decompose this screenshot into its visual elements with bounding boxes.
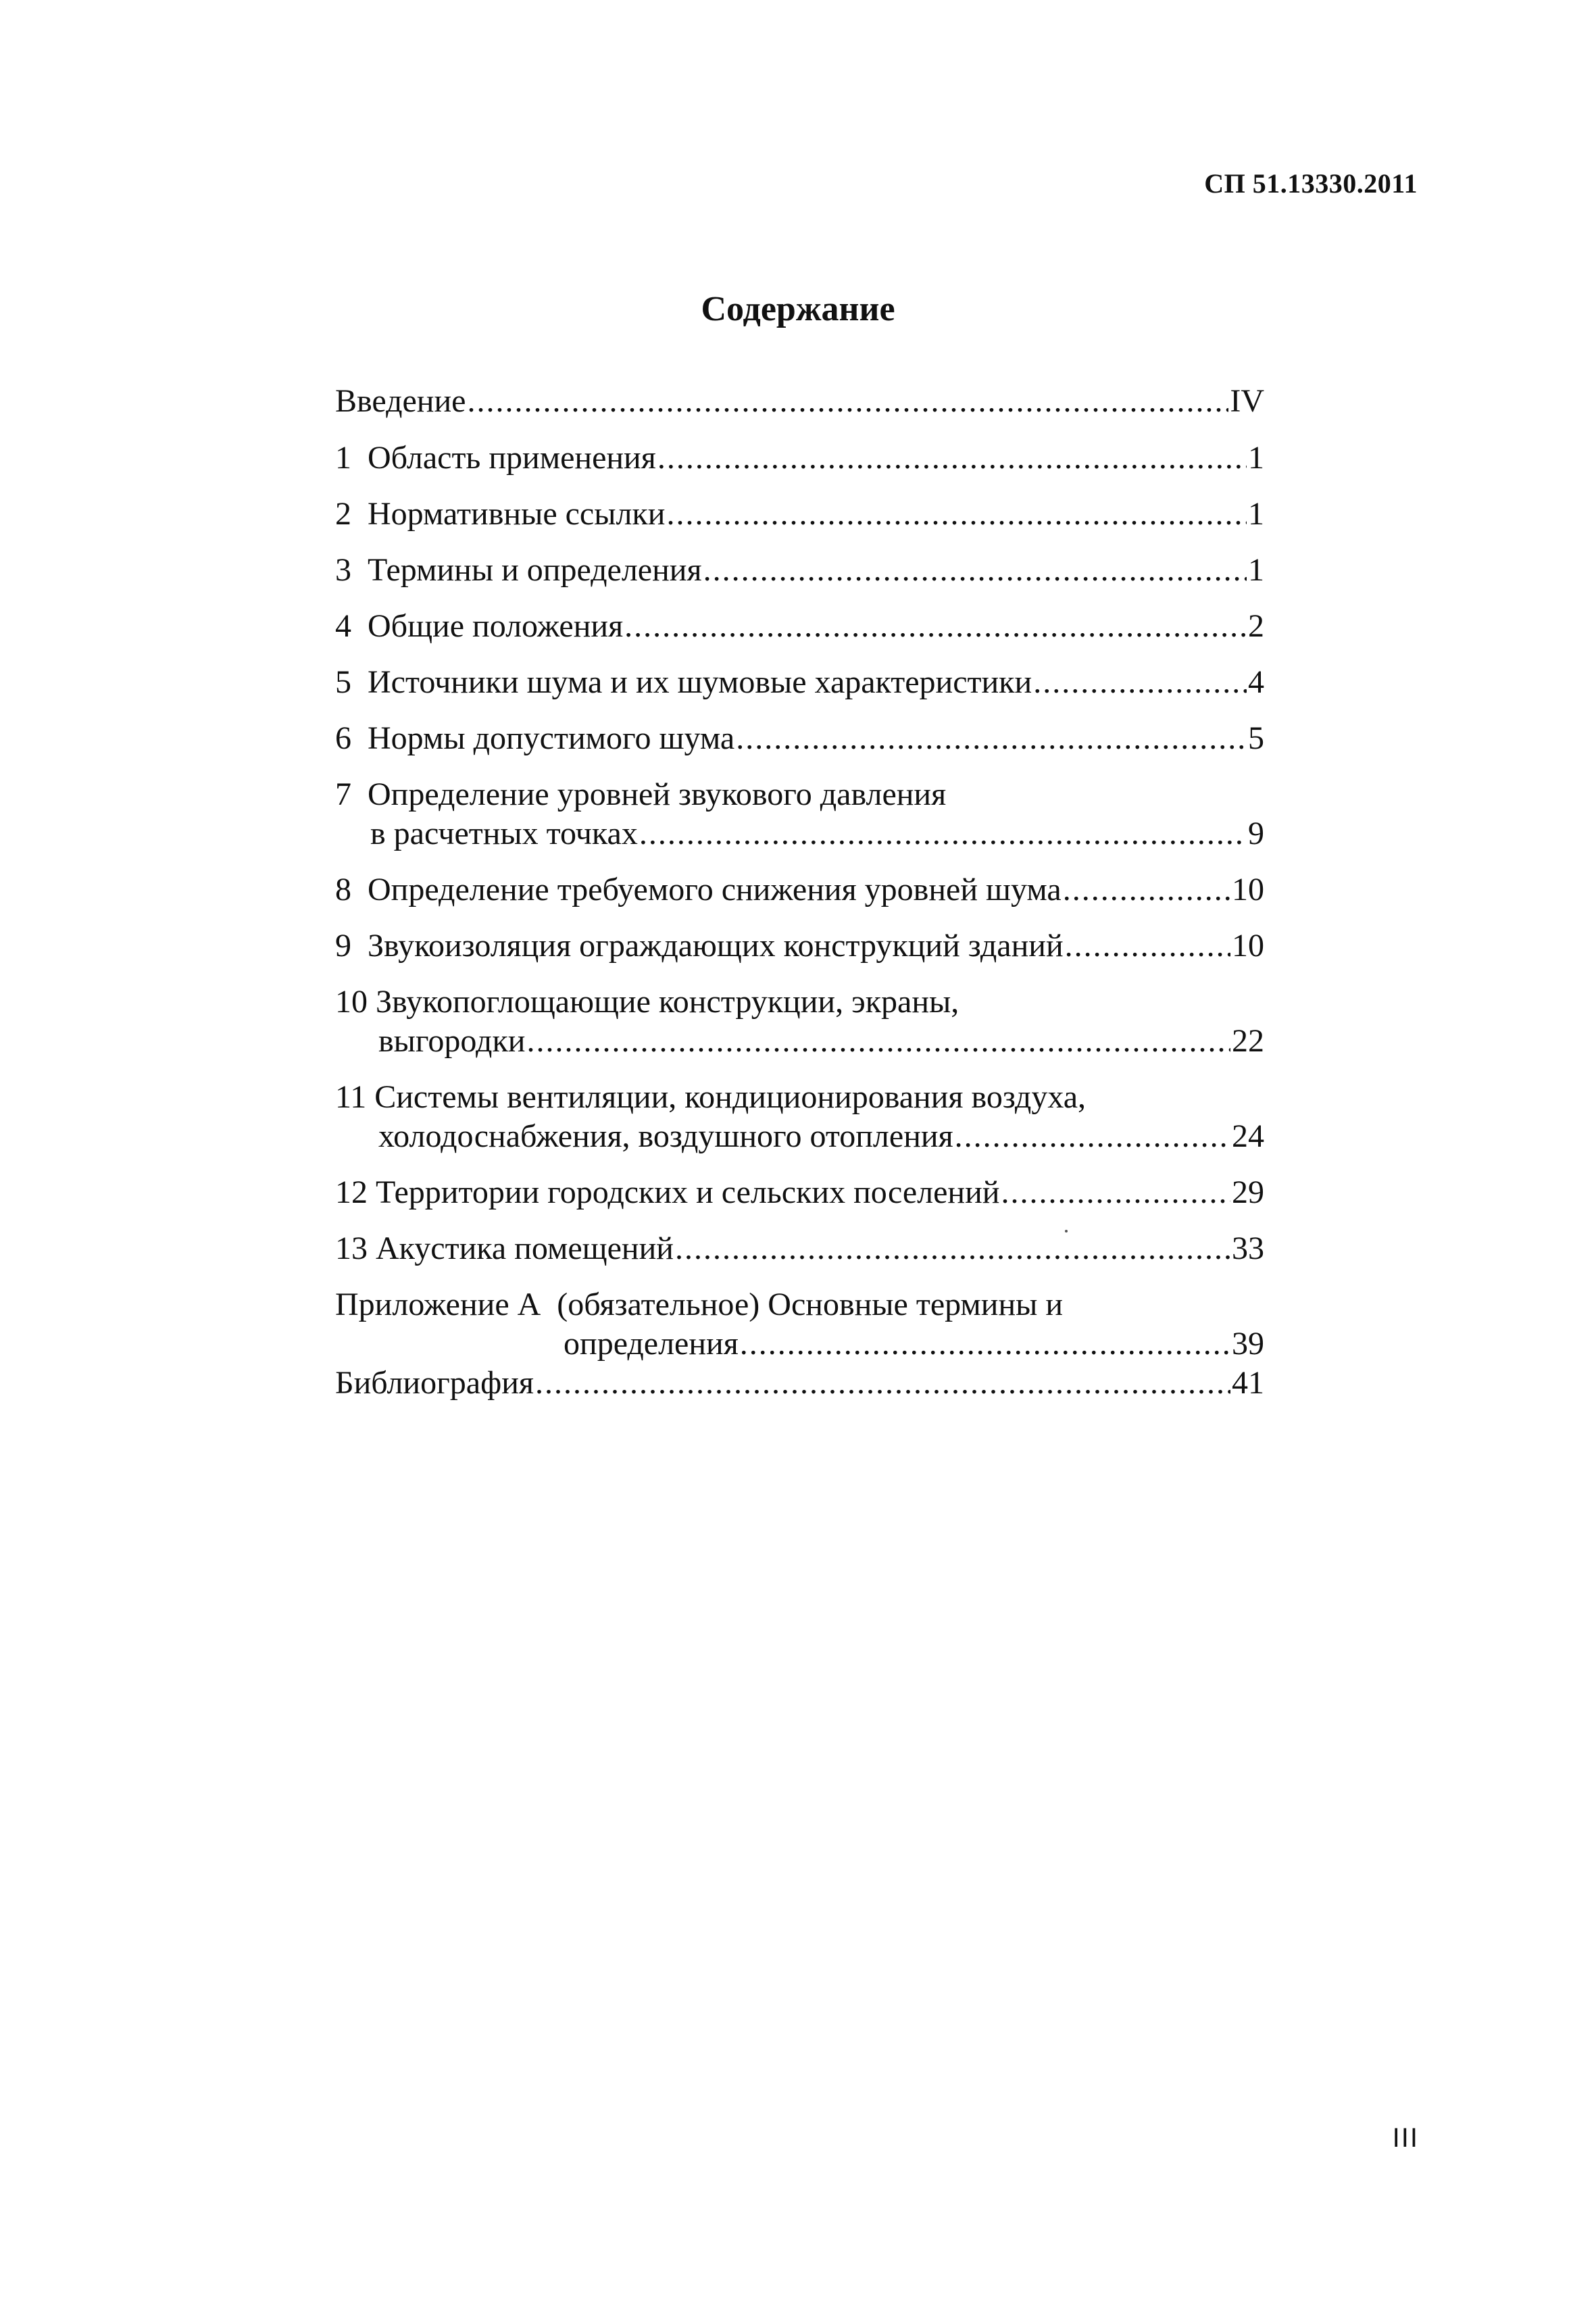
toc-entry-title-line1: Системы вентиляции, кондиционирования воздуха, [374, 1079, 1087, 1115]
toc-leader-dots [1065, 926, 1230, 966]
toc-entry-title: Источники шума и их шумовые характеристики [368, 664, 1032, 700]
toc-leader-dots [624, 607, 1247, 646]
toc-entry-3[interactable] [335, 551, 1264, 590]
toc-leader-dots [1001, 1173, 1230, 1212]
toc-entry-title: Нормы допустимого шума [368, 720, 735, 756]
toc-entry-5[interactable] [335, 663, 1264, 702]
scan-speck [1065, 1230, 1068, 1233]
toc-leader-dots [467, 382, 1228, 421]
toc-entry-page: 4 [1248, 664, 1264, 700]
toc-entry-page: 33 [1232, 1230, 1264, 1266]
toc-leader-dots [666, 495, 1247, 534]
toc-entry-6[interactable] [335, 719, 1264, 758]
toc-entry-number: 8 [335, 872, 351, 907]
toc-leader-dots [955, 1117, 1230, 1156]
toc-entry-title-line1: Звукопоглощающие конструкции, экраны, [376, 984, 959, 1020]
toc-entry-page: 29 [1232, 1174, 1264, 1210]
toc-entry-number: 11 [335, 1079, 367, 1115]
document-code: СП 51.13330.2011 [1204, 168, 1418, 199]
toc-entry-intro[interactable] [335, 382, 1264, 421]
toc-entry-title-line1: Определение уровней звукового давления [368, 776, 947, 812]
toc-entry-page: 24 [1232, 1118, 1264, 1154]
toc-entry-page: IV [1230, 383, 1264, 419]
toc-leader-dots [1033, 663, 1247, 702]
toc-entry-page: 9 [1248, 816, 1264, 851]
toc-entry-13[interactable] [335, 1229, 1264, 1268]
toc-entry-number: 5 [335, 664, 351, 700]
toc-leader-dots [1063, 870, 1230, 910]
toc-entry-page: 2 [1248, 608, 1264, 644]
toc-leader-dots [535, 1364, 1230, 1403]
toc-entry-title: Определение требуемого снижения уровней шума [368, 872, 1062, 907]
toc-entry-page: 1 [1248, 496, 1264, 532]
toc-leader-dots [526, 1022, 1230, 1061]
toc-leader-dots [740, 1324, 1230, 1364]
toc-entry-title: Общие положения [368, 608, 624, 644]
toc-entry-page: 22 [1232, 1023, 1264, 1059]
toc-entry-page: 10 [1232, 872, 1264, 907]
toc-leader-dots [736, 719, 1247, 758]
toc-entry-9[interactable] [335, 926, 1264, 966]
toc-entry-7[interactable] [335, 775, 1264, 853]
toc-entry-title-line2: в расчетных точках [370, 816, 638, 851]
toc-entry-title: Нормативные ссылки [368, 496, 666, 532]
toc-entry-number: 2 [335, 496, 351, 532]
toc-title: Содержание [701, 290, 895, 328]
toc-entry-number: 1 [335, 440, 351, 476]
toc-entry-8[interactable] [335, 870, 1264, 910]
toc-leader-dots [675, 1229, 1230, 1268]
toc-entry-12[interactable] [335, 1173, 1264, 1212]
toc-entry-number: 6 [335, 720, 351, 756]
toc-entry-page: 5 [1248, 720, 1264, 756]
toc-entry-page: 41 [1232, 1365, 1264, 1401]
toc-entry-page: 1 [1248, 440, 1264, 476]
toc-entry-number: 13 [335, 1230, 368, 1266]
toc-entry-number: 3 [335, 552, 351, 588]
toc-leader-dots [657, 439, 1247, 478]
toc-leader-dots [639, 814, 1247, 853]
toc-entry-number: 12 [335, 1174, 368, 1210]
toc-entry-title: Введение [335, 383, 466, 419]
toc-entry-10[interactable] [335, 982, 1264, 1061]
toc-leader-dots [703, 551, 1247, 590]
toc-entry-title-line1: Приложение А (обязательное) Основные термины и [335, 1287, 1064, 1322]
toc-entry-number: 9 [335, 928, 351, 964]
toc-entry-title-line2: холодоснабжения, воздушного отопления [378, 1118, 953, 1154]
toc-entry-title-line2: выгородки [378, 1023, 526, 1059]
toc-entry-title: Библиография [335, 1365, 534, 1401]
toc-entry-title: Акустика помещений [376, 1230, 674, 1266]
toc-entry-page: 1 [1248, 552, 1264, 588]
toc-entry-title: Термины и определения [368, 552, 702, 588]
toc-entry-page: 39 [1232, 1326, 1264, 1362]
toc-entry-appendix-a[interactable] [335, 1285, 1264, 1364]
toc-entry-number: 4 [335, 608, 351, 644]
page-number: III [1392, 2123, 1419, 2153]
toc-entry-title: Территории городских и сельских поселений [376, 1174, 1000, 1210]
table-of-contents [335, 382, 1264, 1403]
toc-entry-title: Звукоизоляция ограждающих конструкций зданий [368, 928, 1064, 964]
toc-entry-number: 7 [335, 776, 351, 812]
toc-entry-bibliography[interactable] [335, 1364, 1264, 1403]
toc-entry-2[interactable] [335, 495, 1264, 534]
toc-entry-page: 10 [1232, 928, 1264, 964]
toc-entry-title-line2: определения [564, 1326, 739, 1362]
toc-entry-title: Область применения [368, 440, 656, 476]
toc-entry-4[interactable] [335, 607, 1264, 646]
toc-entry-11[interactable] [335, 1078, 1264, 1156]
toc-entry-number: 10 [335, 984, 368, 1020]
toc-entry-1[interactable] [335, 439, 1264, 478]
